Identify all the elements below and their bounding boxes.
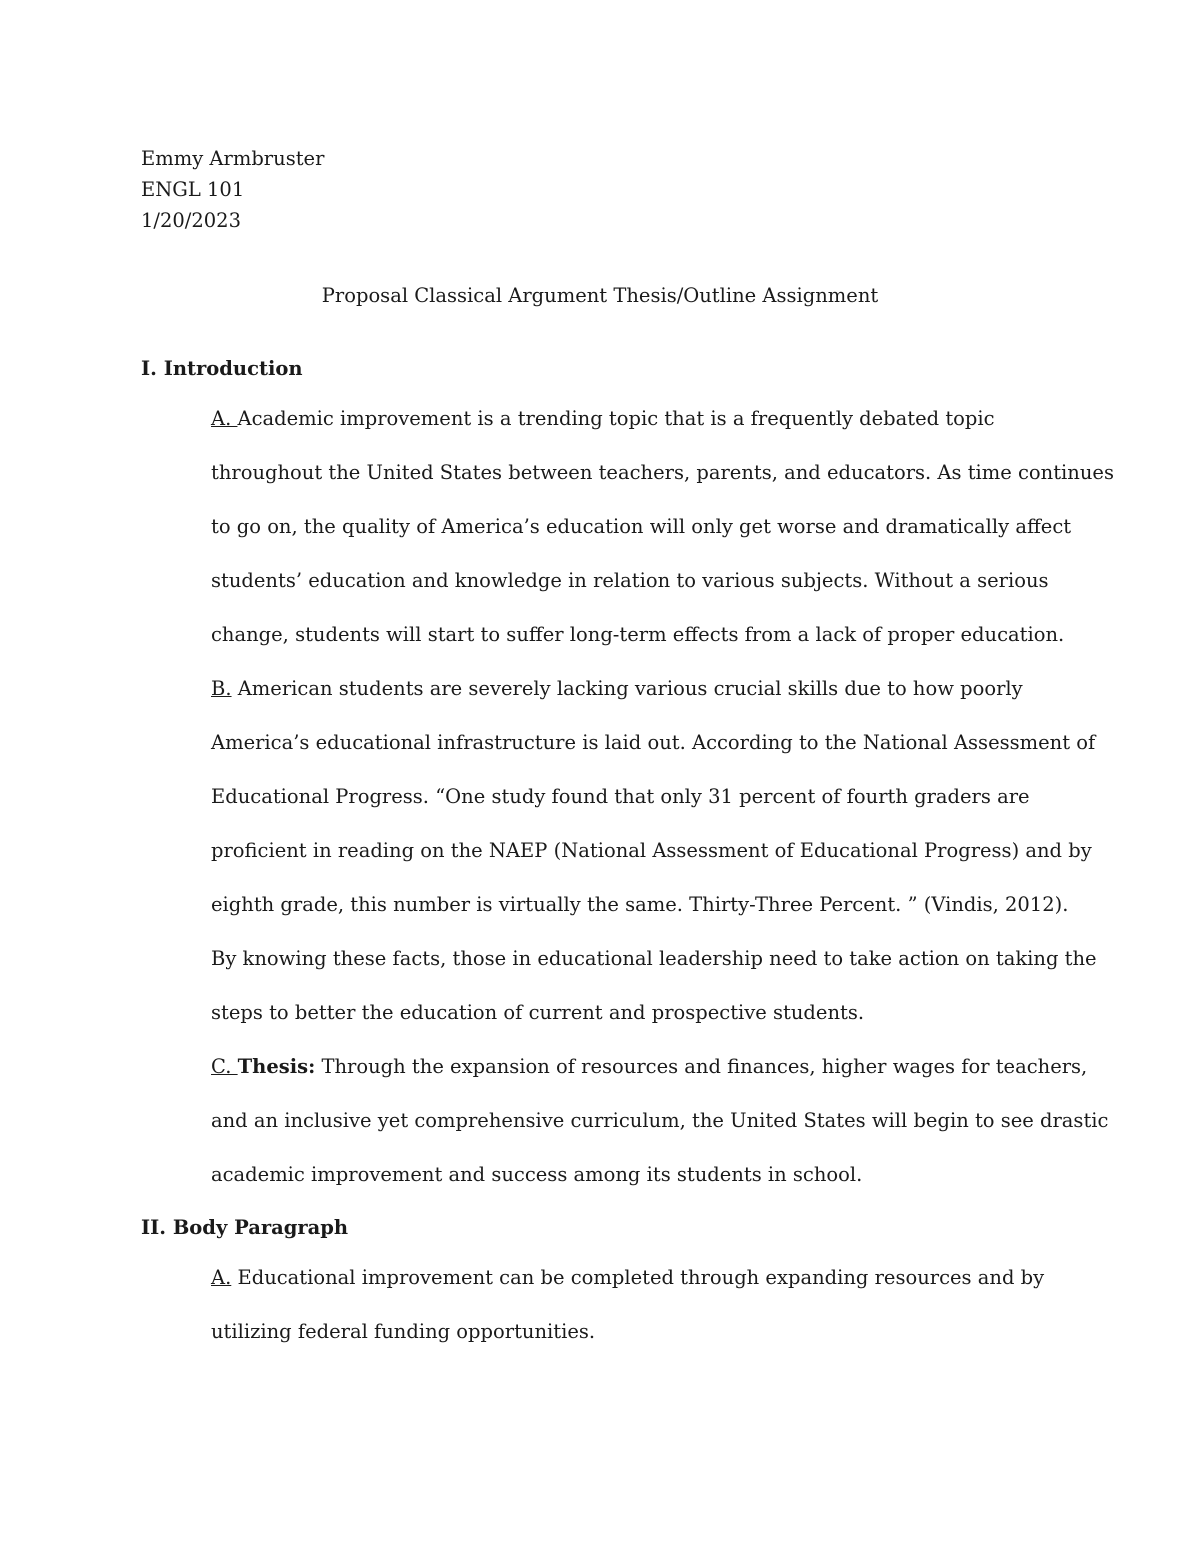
- thesis-label: Thesis:: [237, 1055, 316, 1078]
- item-letter: A.: [211, 1266, 232, 1289]
- outline-line: to go on, the quality of America’s education will only get worse and dramatically affect: [211, 515, 1072, 538]
- outline-line: proficient in reading on the NAEP (National Assessment of Educational Progress) and by: [211, 839, 1092, 862]
- section-heading-introduction: I. Introduction: [141, 357, 303, 380]
- course-name: ENGL 101: [141, 178, 245, 201]
- item-text: Educational improvement can be completed through expanding resources and by: [231, 1266, 1045, 1289]
- outline-line: America’s educational infrastructure is laid out. According to the National Assessment of: [211, 731, 1096, 754]
- outline-line: academic improvement and success among its students in school.: [211, 1163, 863, 1186]
- item-text: Academic improvement is a trending topic that is a frequently debated topic: [237, 407, 995, 430]
- outline-line: [211, 662, 1091, 716]
- submission-date: 1/20/2023: [141, 209, 241, 232]
- item-letter: A.: [211, 407, 238, 430]
- outline-line: eighth grade, this number is virtually the same. Thirty-Three Percent. ” (Vindis, 2012).: [211, 893, 1069, 916]
- body-paragraph-outline: [211, 1251, 1091, 1359]
- heading-block: [141, 143, 324, 236]
- introduction-outline: [211, 392, 1114, 1202]
- outline-line: [211, 392, 1091, 446]
- outline-line: steps to better the education of current and prospective students.: [211, 1001, 865, 1024]
- outline-line: students’ education and knowledge in relation to various subjects. Without a serious: [211, 569, 1049, 592]
- outline-line: [211, 1251, 1091, 1305]
- outline-line: [211, 1040, 1091, 1094]
- item-text: American students are severely lacking various crucial skills due to how poorly: [231, 677, 1023, 700]
- outline-line: change, students will start to suffer long-term effects from a lack of proper education.: [211, 623, 1065, 646]
- outline-line: By knowing these facts, those in educational leadership need to take action on taking the: [211, 947, 1097, 970]
- outline-line: throughout the United States between teachers, parents, and educators. As time continues: [211, 461, 1114, 484]
- item-letter: B.: [211, 677, 232, 700]
- section-heading-body-paragraph: II. Body Paragraph: [141, 1216, 349, 1239]
- outline-line: and an inclusive yet comprehensive curriculum, the United States will begin to see drastic: [211, 1109, 1109, 1132]
- outline-line: utilizing federal funding opportunities.: [211, 1320, 596, 1343]
- item-letter: C.: [211, 1055, 238, 1078]
- author-name: Emmy Armbruster: [141, 147, 325, 170]
- document-title: Proposal Classical Argument Thesis/Outline Assignment: [321, 284, 879, 307]
- item-text: Through the expansion of resources and finances, higher wages for teachers,: [315, 1055, 1088, 1078]
- outline-line: Educational Progress. “One study found that only 31 percent of fourth graders are: [211, 785, 1030, 808]
